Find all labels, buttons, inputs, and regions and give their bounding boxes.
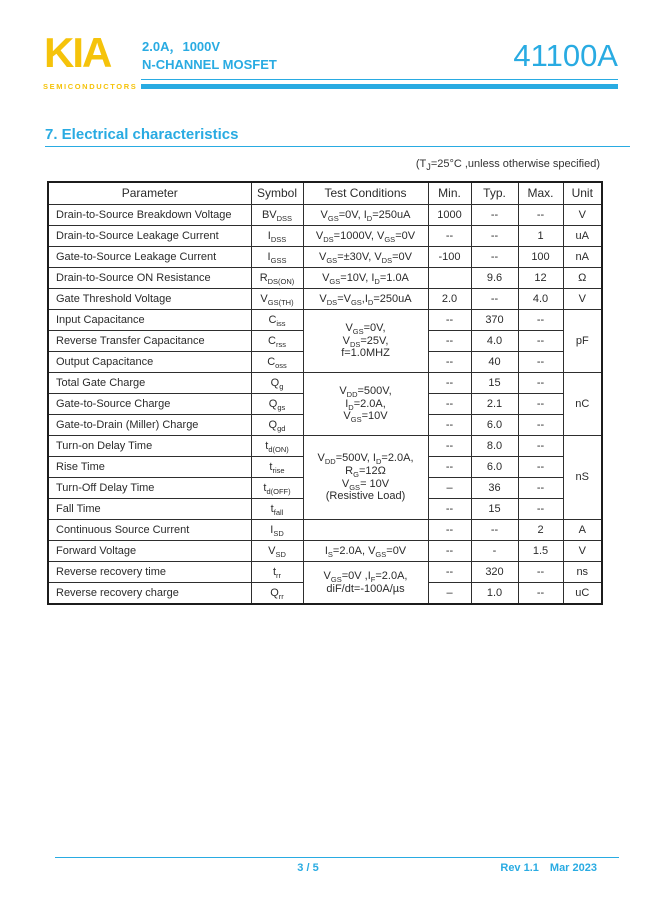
parameter-cell: Forward Voltage <box>48 541 251 562</box>
max-cell: -- <box>518 478 563 499</box>
symbol-cell: $Q_{rr}$ <box>251 583 303 605</box>
table-row <box>48 310 602 331</box>
parameter-cell: Continuous Source Current <box>48 520 251 541</box>
max-cell: -- <box>518 352 563 373</box>
conditions-cell: $V_{DS}=V_{GS},I_D=250uA$ <box>303 289 428 310</box>
conditions-cell: $I_S=2.0A$, $V_{GS}=0V$ <box>303 541 428 562</box>
typ-cell: - <box>471 541 518 562</box>
symbol-cell: $t_{fall}$ <box>251 499 303 520</box>
min-cell: -- <box>428 373 471 394</box>
symbol-cell: $BV_{DSS}$ <box>251 205 303 226</box>
table-row <box>48 289 602 310</box>
table-row <box>48 541 602 562</box>
symbol-cell: $t_{rr}$ <box>251 562 303 583</box>
min-cell: 2.0 <box>428 289 471 310</box>
parameter-cell: Turn-on Delay Time <box>48 436 251 457</box>
kia-logo: KIA <box>44 29 111 76</box>
parameter-cell: Turn-Off Delay Time <box>48 478 251 499</box>
conditions-cell: $V_{GS}=10V$, $I_D=1.0A$ <box>303 268 428 289</box>
typ-cell: 4.0 <box>471 331 518 352</box>
symbol-cell: $t_{d(OFF)}$ <box>251 478 303 499</box>
column-header: Symbol <box>251 182 303 205</box>
parameter-cell: Reverse Transfer Capacitance <box>48 331 251 352</box>
symbol-cell: $I_{SD}$ <box>251 520 303 541</box>
conditions-cell: $V_{GS}=0V$, $V_{DS}=25V$, f=1.0MHZ <box>303 310 428 373</box>
table-row <box>48 226 602 247</box>
symbol-cell: $C_{iss}$ <box>251 310 303 331</box>
unit-cell: nA <box>563 247 602 268</box>
column-header: Parameter <box>48 182 251 205</box>
column-header: Typ. <box>471 182 518 205</box>
typ-cell: -- <box>471 226 518 247</box>
revision-label: Rev 1.1 <box>500 862 539 874</box>
symbol-cell: $V_{GS(TH)}$ <box>251 289 303 310</box>
conditions-cell: $V_{DS}=1000V$, $V_{GS}=0V$ <box>303 226 428 247</box>
max-cell: -- <box>518 499 563 520</box>
parameter-cell: Fall Time <box>48 499 251 520</box>
symbol-cell: $Q_{gd}$ <box>251 415 303 436</box>
table-row <box>48 373 602 394</box>
max-cell: -- <box>518 310 563 331</box>
typ-cell: 320 <box>471 562 518 583</box>
conditions-note: ($T_J=25^\circ C$ ,unless otherwise specified) <box>415 158 600 173</box>
parameter-cell: Drain-to-Source ON Resistance <box>48 268 251 289</box>
typ-cell: -- <box>471 289 518 310</box>
parameter-cell: Reverse recovery time <box>48 562 251 583</box>
min-cell: -- <box>428 499 471 520</box>
typ-cell: -- <box>471 205 518 226</box>
min-cell: -- <box>428 436 471 457</box>
unit-cell: V <box>563 541 602 562</box>
symbol-cell: $I_{DSS}$ <box>251 226 303 247</box>
conditions-cell: $V_{GS}=\pm 30V$, $V_{DS}=0V$ <box>303 247 428 268</box>
table-row <box>48 247 602 268</box>
footer-rule <box>55 857 619 858</box>
column-header: Max. <box>518 182 563 205</box>
typ-cell: 1.0 <box>471 583 518 605</box>
symbol-cell: $I_{GSS}$ <box>251 247 303 268</box>
symbol-cell: $Q_g$ <box>251 373 303 394</box>
parameter-cell: Drain-to-Source Leakage Current <box>48 226 251 247</box>
typ-cell: 370 <box>471 310 518 331</box>
conditions-cell <box>303 520 428 541</box>
max-cell: -- <box>518 562 563 583</box>
max-cell: -- <box>518 373 563 394</box>
max-cell: 2 <box>518 520 563 541</box>
typ-cell: 2.1 <box>471 394 518 415</box>
min-cell: -- <box>428 457 471 478</box>
min-cell: 1000 <box>428 205 471 226</box>
symbol-cell: $C_{oss}$ <box>251 352 303 373</box>
max-cell: 1 <box>518 226 563 247</box>
min-cell: -- <box>428 310 471 331</box>
parameter-cell: Gate-to-Source Leakage Current <box>48 247 251 268</box>
min-cell: -100 <box>428 247 471 268</box>
max-cell: 12 <box>518 268 563 289</box>
min-cell: – <box>428 478 471 499</box>
table-head <box>48 182 602 205</box>
unit-cell: nS <box>563 436 602 520</box>
unit-cell: Ω <box>563 268 602 289</box>
max-cell: 4.0 <box>518 289 563 310</box>
min-cell: -- <box>428 541 471 562</box>
min-cell <box>428 268 471 289</box>
max-cell: -- <box>518 457 563 478</box>
unit-cell: A <box>563 520 602 541</box>
header-rule-thin <box>141 79 618 80</box>
unit-cell: V <box>563 289 602 310</box>
max-cell: -- <box>518 436 563 457</box>
column-header: Test Conditions <box>303 182 428 205</box>
parameter-cell: Reverse recovery charge <box>48 583 251 605</box>
product-type: N-CHANNEL MOSFET <box>142 56 277 72</box>
symbol-cell: $t_{d(ON)}$ <box>251 436 303 457</box>
min-cell: – <box>428 583 471 605</box>
table-row <box>48 436 602 457</box>
typ-cell: 8.0 <box>471 436 518 457</box>
unit-cell: nC <box>563 373 602 436</box>
parameter-cell: Output Capacitance <box>48 352 251 373</box>
typ-cell: 40 <box>471 352 518 373</box>
max-cell: -- <box>518 331 563 352</box>
parameter-cell: Gate Threshold Voltage <box>48 289 251 310</box>
column-header: Min. <box>428 182 471 205</box>
table-body <box>48 205 602 605</box>
header-rule-thick <box>141 84 618 89</box>
parameter-cell: Gate-to-Source Charge <box>48 394 251 415</box>
min-cell: -- <box>428 394 471 415</box>
table-row <box>48 562 602 583</box>
parameter-cell: Input Capacitance <box>48 310 251 331</box>
min-cell: -- <box>428 520 471 541</box>
section-title-rule <box>45 146 630 147</box>
table-row <box>48 268 602 289</box>
revision-date: Mar 2023 <box>549 862 597 874</box>
parameter-cell: Rise Time <box>48 457 251 478</box>
revision-info <box>500 862 597 874</box>
typ-cell: 36 <box>471 478 518 499</box>
typ-cell: 15 <box>471 499 518 520</box>
conditions-cell: $V_{DD}=500V$, $I_D=2.0A$, $R_G=12\Omega$ $V_{GS}= 10V$ (Resistive Load) <box>303 436 428 520</box>
parameter-cell: Total Gate Charge <box>48 373 251 394</box>
table-row <box>48 205 602 226</box>
max-cell: 1.5 <box>518 541 563 562</box>
max-cell: -- <box>518 583 563 605</box>
typ-cell: 15 <box>471 373 518 394</box>
section-title: 7. Electrical characteristics <box>45 126 239 143</box>
min-cell: -- <box>428 352 471 373</box>
parameter-cell: Drain-to-Source Breakdown Voltage <box>48 205 251 226</box>
unit-cell: ns <box>563 562 602 583</box>
unit-cell: V <box>563 205 602 226</box>
max-cell: -- <box>518 415 563 436</box>
conditions-cell: $V_{DD}=500V$, $I_D=2.0A$, $V_{GS}=10V$ <box>303 373 428 436</box>
min-cell: -- <box>428 226 471 247</box>
typ-cell: -- <box>471 247 518 268</box>
part-number: 41100A <box>513 38 618 73</box>
symbol-cell: $Q_{gs}$ <box>251 394 303 415</box>
symbol-cell: $V_{SD}$ <box>251 541 303 562</box>
typ-cell: -- <box>471 520 518 541</box>
unit-cell: uA <box>563 226 602 247</box>
symbol-cell: $C_{rss}$ <box>251 331 303 352</box>
max-cell: -- <box>518 205 563 226</box>
conditions-cell: $V_{GS}=0V$, $I_D=250uA$ <box>303 205 428 226</box>
table-header-row <box>48 182 602 205</box>
parameter-cell: Gate-to-Drain (Miller) Charge <box>48 415 251 436</box>
max-cell: -- <box>518 394 563 415</box>
electrical-characteristics-table <box>47 181 603 605</box>
typ-cell: 6.0 <box>471 457 518 478</box>
typ-cell: 9.6 <box>471 268 518 289</box>
product-info <box>142 38 277 73</box>
logo-subtext: SEMICONDUCTORS <box>43 82 138 91</box>
column-header: Unit <box>563 182 602 205</box>
min-cell: -- <box>428 562 471 583</box>
max-cell: 100 <box>518 247 563 268</box>
conditions-cell: $V_{GS}=0V$ $,I_F=2.0A$, diF/dt=-100A/µs <box>303 562 428 605</box>
symbol-cell: $t_{rise}$ <box>251 457 303 478</box>
unit-cell: pF <box>563 310 602 373</box>
unit-cell: uC <box>563 583 602 605</box>
product-rating: 2.0A，1000V <box>142 39 221 54</box>
table-row <box>48 520 602 541</box>
min-cell: -- <box>428 331 471 352</box>
typ-cell: 6.0 <box>471 415 518 436</box>
symbol-cell: $R_{DS(ON)}$ <box>251 268 303 289</box>
min-cell: -- <box>428 415 471 436</box>
page-number: 3 / 5 <box>297 862 319 874</box>
